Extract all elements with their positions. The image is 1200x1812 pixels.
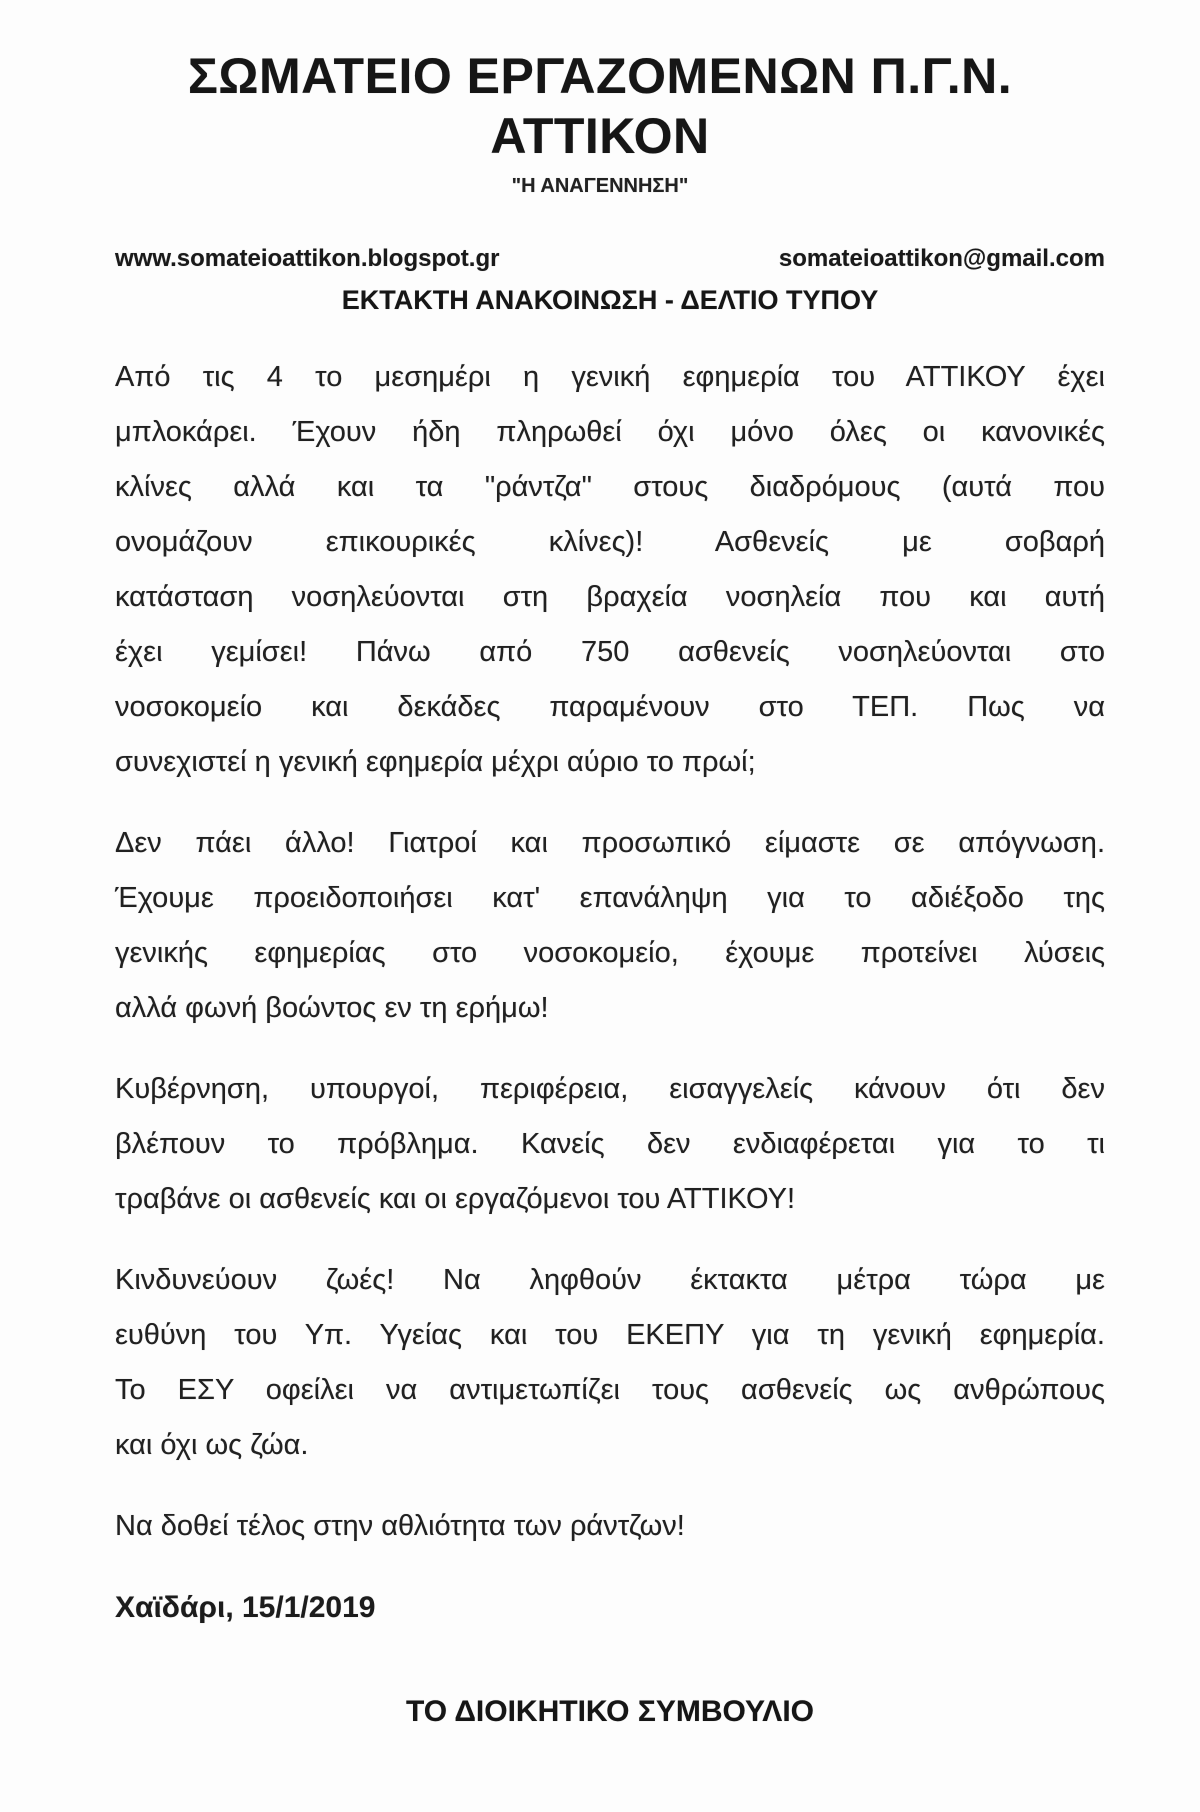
- email-text: somateioattikon@gmail.com: [778, 245, 1105, 272]
- body-paragraph: [115, 816, 1105, 1036]
- signature-line: ΤΟ ΔΙΟΙΚΗΤΙΚΟ ΣΥΜΒΟΥΛΙΟ: [406, 1695, 814, 1728]
- press-release-headline: ΕΚΤΑΚΤΗ ΑΝΑΚΟΙΝΩΣΗ - ΔΕΛΤΙΟ ΤΥΠΟΥ: [341, 285, 879, 315]
- paragraph-line: γενικής εφημερίας στο νοσοκομείο, έχουμε προτείνει λύσεις: [115, 937, 1105, 969]
- paragraph-line: αλλά φωνή βοώντος εν τη ερήμω!: [115, 992, 549, 1024]
- date-line: Χαϊδάρι, 15/1/2019: [115, 1591, 376, 1624]
- paragraph-line: Από τις 4 το μεσημέρι η γενική εφημερία του ΑΤΤΙΚΟΥ έχει: [115, 361, 1105, 393]
- contact-row: [115, 244, 1105, 274]
- body-paragraph: [115, 350, 1105, 790]
- union-subtitle: "Η ΑΝΑΓΕΝΝΗΣΗ": [511, 175, 689, 197]
- paragraph-line: συνεχιστεί η γενική εφημερία μέχρι αύριο το πρωί;: [115, 746, 756, 778]
- paragraph-line: μπλοκάρει. Έχουν ήδη πληρωθεί όχι μόνο όλες οι κανονικές: [115, 416, 1105, 448]
- paragraph-line: Κυβέρνηση, υπουργοί, περιφέρεια, εισαγγελείς κάνουν ότι δεν: [115, 1073, 1105, 1105]
- paragraph-line: Δεν πάει άλλο! Γιατροί και προσωπικό είμαστε σε απόγνωση.: [115, 827, 1105, 859]
- paragraph-line: Έχουμε προειδοποιήσει κατ' επανάληψη για το αδιέξοδο της: [115, 882, 1105, 914]
- paragraph-line: βλέπουν το πρόβλημα. Κανείς δεν ενδιαφέρεται για το τι: [115, 1128, 1105, 1160]
- paragraph-line: έχει γεμίσει! Πάνω από 750 ασθενείς νοσηλεύονται στο: [115, 636, 1105, 668]
- paragraph-line: Να δοθεί τέλος στην αθλιότητα των ράντζων!: [115, 1510, 685, 1542]
- website-text: www.somateioattikon.blogspot.gr: [115, 245, 500, 272]
- union-title: [0, 46, 1200, 166]
- union-title-line1: ΣΩΜΑΤΕΙΟ ΕΡΓΑΖΟΜΕΝΩΝ Π.Γ.Ν.: [187, 48, 1013, 104]
- paragraph-line: και όχι ως ζώα.: [115, 1429, 309, 1461]
- paragraph-line: Το ΕΣΥ οφείλει να αντιμετωπίζει τους ασθενείς ως ανθρώπους: [115, 1374, 1105, 1406]
- body-paragraph: [115, 1499, 1105, 1554]
- paragraph-line: ευθύνη του Υπ. Υγείας και του ΕΚΕΠΥ για τη γενική εφημερία.: [115, 1319, 1105, 1351]
- paragraph-line: Κινδυνεύουν ζωές! Να ληφθούν έκτακτα μέτρα τώρα με: [115, 1264, 1105, 1296]
- union-title-line2: ΑΤΤΙΚΟΝ: [490, 108, 710, 164]
- document-body: [115, 350, 1105, 1554]
- paragraph-line: νοσοκομείο και δεκάδες παραμένουν στο ΤΕΠ. Πως να: [115, 691, 1105, 723]
- paragraph-line: κατάσταση νοσηλεύονται στη βραχεία νοσηλεία που και αυτή: [115, 581, 1105, 613]
- body-paragraph: [115, 1062, 1105, 1227]
- paragraph-line: ονομάζουν επικουρικές κλίνες)! Ασθενείς με σοβαρή: [115, 526, 1105, 558]
- document-content: [115, 244, 1105, 1731]
- body-paragraph: [115, 1253, 1105, 1473]
- paragraph-line: τραβάνε οι ασθενείς και οι εργαζόμενοι του ΑΤΤΙΚΟΥ!: [115, 1183, 796, 1215]
- paragraph-line: κλίνες αλλά και τα "ράντζα" στους διαδρόμους (αυτά που: [115, 471, 1105, 503]
